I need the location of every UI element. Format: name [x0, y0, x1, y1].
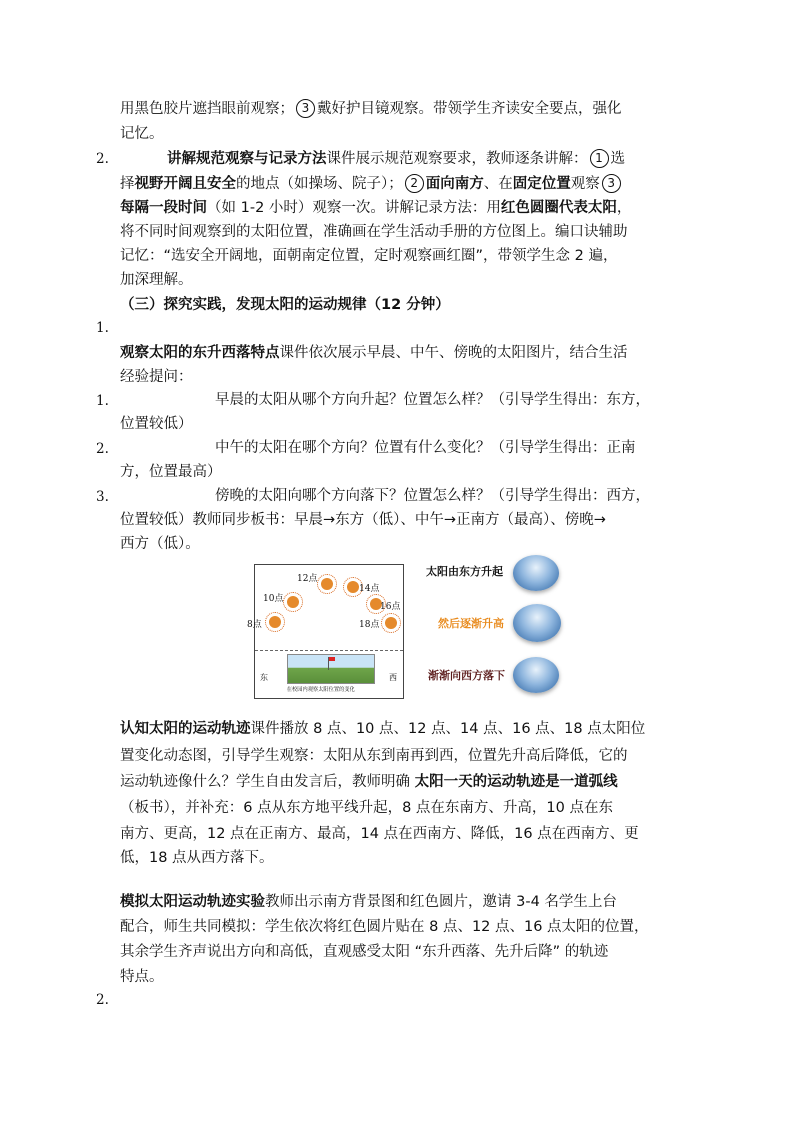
question-1-line-2: 位置较低）	[120, 416, 193, 432]
p5-line-4: 特点。	[120, 969, 164, 985]
circled-number-3: 3	[296, 99, 315, 118]
p4-line-4: （板书），并补充：6 点从东方地平线升起，8 点在东南方、升高，10 点在东	[120, 800, 613, 816]
hour-label: 8点	[247, 620, 262, 630]
p5-line-1: 模拟太阳运动轨迹实验教师出示南方背景图和红色圆片，邀请 3-4 名学生上台	[120, 894, 617, 910]
p4-line-5: 南方、更高，12 点在正南方、最高，14 点在西南方、降低，16 点在西南方、更	[120, 826, 639, 842]
p4-line-1: 认知太阳的运动轨迹课件播放 8 点、10 点、12 点、14 点、16 点、18 点太阳位	[120, 721, 646, 737]
p3-line-2: 经验提问：	[120, 369, 193, 385]
circled-number-2: 2	[405, 174, 424, 193]
question-2-line-1: 中午的太阳在哪个方向？位置有什么变化？（引导学生得出：正南	[215, 440, 636, 456]
hour-label: 12点	[297, 574, 318, 584]
question-1-line-1: 早晨的太阳从哪个方向升起？位置怎么样？（引导学生得出：东方，	[215, 392, 650, 408]
p5-line-3: 其余学生齐声说出方向和高低，直观感受太阳 “东升西落、先升后降” 的轨迹	[120, 944, 609, 960]
list-number: 1.	[96, 393, 109, 409]
section-heading: （三）探究实践，发现太阳的运动规律（12 分钟）	[120, 297, 450, 313]
p2-line-6: 加深理解。	[120, 272, 193, 288]
hour-label: 18点	[359, 620, 380, 630]
circled-number-1: 1	[590, 149, 609, 168]
orb-label-2: 然后逐渐升高	[438, 617, 504, 630]
flag-icon	[329, 657, 335, 661]
p3-line-1: 观察太阳的东升西落特点课件依次展示早晨、中午、傍晚的太阳图片，结合生活	[120, 345, 628, 361]
sun-icon-14	[347, 581, 359, 593]
p4-line-6: 低，18 点从西方落下。	[120, 850, 274, 866]
hour-label: 14点	[359, 584, 380, 594]
p1-line-2: 记忆。	[120, 126, 164, 142]
sun-icon-8	[269, 616, 281, 628]
sun-orb-icon	[513, 604, 561, 642]
circled-number-3: 3	[602, 174, 621, 193]
p2-line-4: 将不同时间观察到的太阳位置，准确画在学生活动手册的方位图上。编口诀辅助	[120, 224, 628, 240]
west-label: 西	[389, 673, 397, 682]
p5-line-2: 配合，师生共同模拟：学生依次将红色圆片贴在 8 点、12 点、16 点太阳的位置，	[120, 919, 649, 935]
hour-label: 10点	[263, 594, 284, 604]
sun-orb-icon	[513, 555, 559, 591]
sun-icon-12	[321, 578, 333, 590]
question-3-line-1: 傍晚的太阳向哪个方向落下？位置怎么样？（引导学生得出：西方，	[215, 488, 650, 504]
list-number: 1.	[96, 320, 109, 336]
sun-position-figure	[247, 564, 404, 699]
p2-line-3: 每隔一段时间（如 1-2 小时）观察一次。讲解记录方法：用红色圆圈代表太阳，	[120, 200, 632, 216]
p4-line-3: 运动轨迹像什么？学生自由发言后，教师明确 太阳一天的运动轨迹是一道弧线	[120, 774, 618, 790]
horizon-line	[255, 650, 403, 651]
east-label: 东	[260, 673, 268, 682]
p4-line-2: 置变化动态图，引导学生观察：太阳从东到南再到西，位置先升高后降低，它的	[120, 748, 628, 764]
sun-orb-icon	[513, 657, 559, 693]
question-2-line-2: 方，位置最高）	[120, 464, 222, 480]
question-3-line-3: 西方（低）。	[120, 536, 200, 552]
sun-icon-18	[385, 617, 397, 629]
p2-line-5: 记忆：“选安全开阔地，面朝南定位置，定时观察画红圈”，带领学生念 2 遍，	[120, 248, 618, 264]
hour-label: 16点	[380, 602, 401, 612]
sun-icon-10	[287, 596, 299, 608]
list-number: 3.	[96, 489, 109, 505]
p2-line-1: 讲解规范观察与记录方法课件展示规范观察要求，教师逐条讲解： 1 选	[167, 151, 625, 167]
orb-label-1: 太阳由东方升起	[426, 565, 503, 578]
school-ground-image	[287, 654, 375, 684]
orb-label-3: 渐渐向西方落下	[428, 669, 505, 682]
list-number: 2.	[96, 151, 109, 167]
figure-caption: 在校园内观察太阳位置的变化	[286, 687, 355, 693]
list-number: 2.	[96, 441, 109, 457]
p2-line-2: 择视野开阔且安全的地点（如操场、院子）； 2 面向南方、在固定位置观察 3	[120, 172, 623, 196]
p1-line-1: 用黑色胶片遮挡眼前观察； 3 戴好护目镜观察。带领学生齐读安全要点，强化	[120, 101, 622, 117]
list-number: 2.	[96, 992, 109, 1008]
question-3-line-2: 位置较低）教师同步板书：早晨→东方（低）、中午→正南方（最高）、傍晚→	[120, 512, 606, 528]
